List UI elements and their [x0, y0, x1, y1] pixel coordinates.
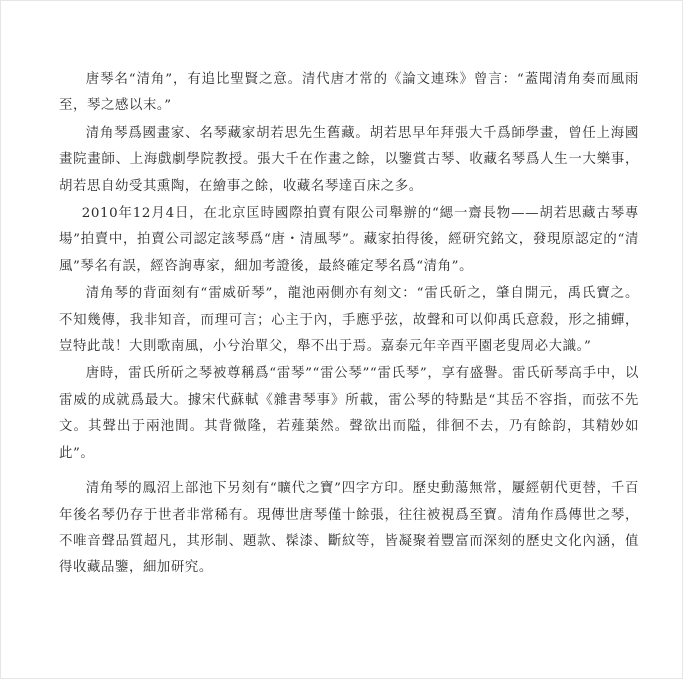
paragraph-seal-and-value: 清角琴的鳳沼上部池下另刻有“曠代之寶”四字方印。歷史動蕩無常，屢經朝代更替，千百年後名琴仍存于世者非常稀有。現傳世唐琴僅十餘張，往往被視爲至寶。清角作爲傳世之琴，不唯音聲品質超凡，其形制、題款、髹漆、斷紋等，皆凝聚着豐富而深刻的歷史文化內涵，值得收藏品鑒，細加研究。 [59, 481, 639, 576]
paragraph-auction-2010: 2010年12月4日，在北京匡時國際拍賣有限公司舉辦的“緦一齋長物——胡若思藏古琴專場”拍賣中，拍賣公司認定該琴爲“唐・清風琴”。藏家拍得後，經研究銘文，發現原認定的“清風”琴名有誤，經咨詢專家，細加考證後，最終確定琴名爲“清角”。 [59, 206, 639, 274]
article-body [59, 67, 639, 582]
paragraph-lei-family-qin: 唐時，雷氏所斫之琴被尊稱爲“雷琴”“雷公琴”“雷氏琴”，享有盛譽。雷氏斫琴高手中，以雷威的成就爲最大。據宋代蘇軾《雜書琴事》所載，雷公琴的特點是“其岳不容指，而弦不先文。其聲出于兩池間。其背微隆，若薤葉然。聲欲出而隘，徘徊不去，乃有餘韵，其精妙如此”。 [59, 366, 639, 461]
paragraph-hu-ruosi-collection: 清角琴爲國畫家、名琴藏家胡若思先生舊藏。胡若思早年拜張大千爲師學畫，曾任上海國畫院畫師、上海戲劇學院教授。張大千在作畫之餘，以鑒賞古琴、收藏名琴爲人生一大樂事，胡若思自幼受其熏陶，在繪事之餘，收藏名琴達百床之多。 [59, 125, 639, 194]
paragraph-qingjiao-name: 唐琴名“清角”，有追比聖賢之意。清代唐才常的《論文連珠》曾言：“蓋聞清角奏而風雨至，琴之感以末。” [59, 72, 639, 114]
paragraph-back-inscription: 清角琴的背面刻有“雷威斫琴”，龍池兩側亦有刻文：“雷氏斫之，肇自開元，禹氏寶之。不知幾傳，我非知音，而理可言；心主于內，手應乎弦，故聲和可以仰禹氏意殺，形之捕蟬，豈特此哉！大則歌南風，小兮治單父，舉不出于焉。嘉泰元年辛酉平園老叟周必大識。” [59, 286, 639, 355]
